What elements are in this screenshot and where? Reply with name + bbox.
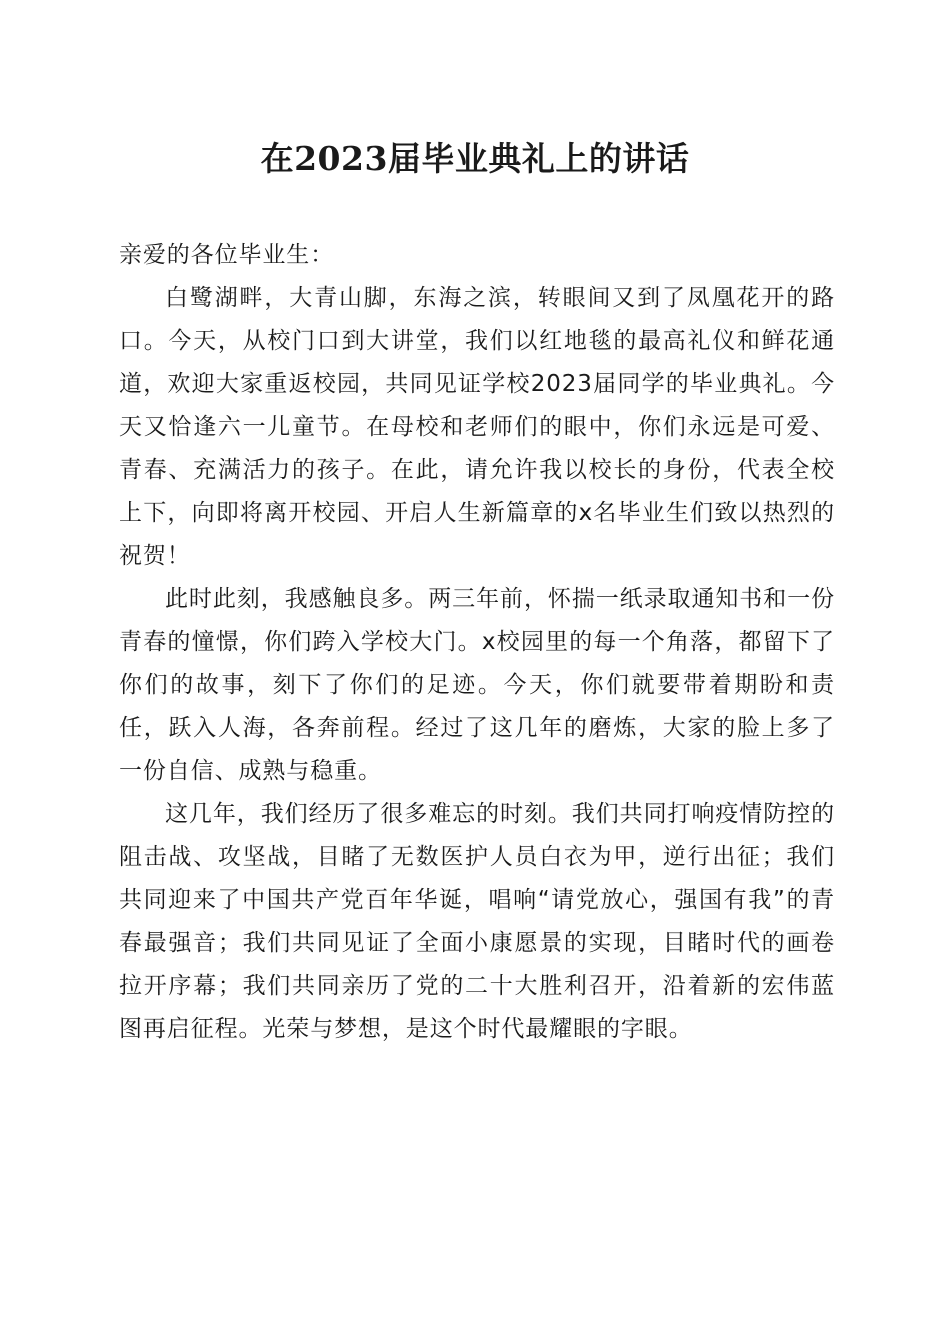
paragraph-3: 这几年，我们经历了很多难忘的时刻。我们共同打响疫情防控的阻击战、攻坚战，目睹了无数医护人员白衣为甲，逆行出征；我们共同迎来了中国共产党百年华诞，唱响“请党放心，强国有我”的青春最强音；我们共同见证了全面小康愿景的实现，目睹时代的画卷拉开序幕；我们共同亲历了党的二十大胜利召开，沿着新的宏伟蓝图再启征程。光荣与梦想，是这个时代最耀眼的字眼。 (119, 801, 835, 1042)
document-title: 在2023届毕业典礼上的讲话 (260, 139, 690, 178)
paragraph-2: 此时此刻，我感触良多。两三年前，怀揣一纸录取通知书和一份青春的憧憬，你们跨入学校大门。x校园里的每一个角落，都留下了你们的故事，刻下了你们的足迹。今天，你们就要带着期盼和责任，跃入人海，各奔前程。经过了这几年的磨炼，大家的脸上多了一份自信、成熟与稳重。 (119, 586, 835, 784)
document-body (119, 234, 835, 1051)
paragraph-1: 白鹭湖畔，大青山脚，东海之滨，转眼间又到了凤凰花开的路口。今天，从校门口到大讲堂，我们以红地毯的最高礼仪和鲜花通道，欢迎大家重返校园，共同见证学校2023届同学的毕业典礼。今天又恰逢六一儿童节。在母校和老师们的眼中，你们永远是可爱、青春、充满活力的孩子。在此，请允许我以校长的身份，代表全校上下，向即将离开校园、开启人生新篇章的x名毕业生们致以热烈的祝贺！ (119, 285, 835, 569)
salutation: 亲爱的各位毕业生： (119, 242, 335, 268)
